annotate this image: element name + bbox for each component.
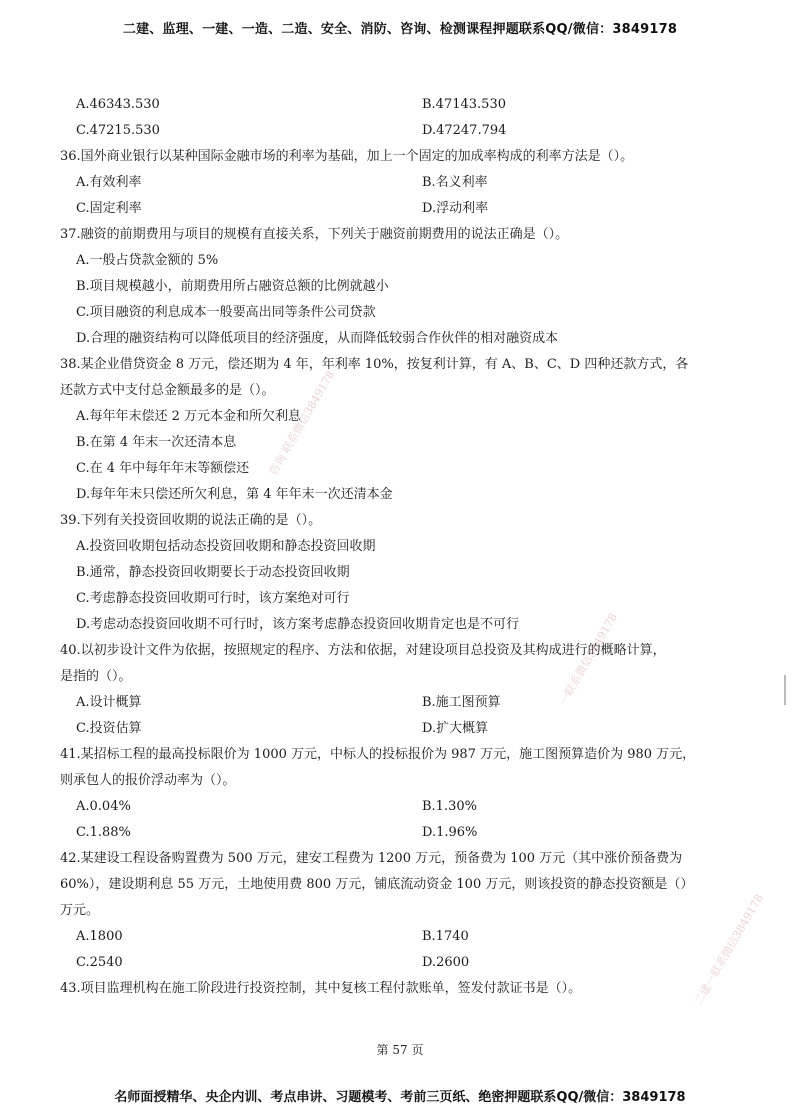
option-row	[60, 950, 740, 976]
option-row	[60, 924, 740, 950]
option-d: D.2600	[422, 955, 470, 970]
option-d: D.合理的融资结构可以降低项目的经济强度，从而降低较弱合作伙伴的相对融资成本	[76, 331, 559, 346]
option-b: B.通常，静态投资回收期要长于动态投资回收期	[76, 565, 350, 580]
option-row	[60, 820, 740, 846]
question-38-cont: 还款方式中支付总金额最多的是（）。	[60, 383, 275, 398]
option-d: D.47247.794	[422, 123, 507, 138]
option-c: C.47215.530	[76, 123, 160, 138]
question-39: 39.下列有关投资回收期的说法正确的是（）。	[60, 513, 322, 528]
option-c: C.投资估算	[76, 721, 142, 736]
watermark: 二建一联系微信3849178	[691, 891, 766, 1008]
option-row	[60, 118, 740, 144]
option-c: C.在 4 年中每年年末等额偿还	[76, 461, 250, 476]
option-a: A.设计概算	[76, 695, 142, 710]
question-38: 38.某企业借贷资金 8 万元，偿还期为 4 年，年利率 10%，按复利计算，有 A、B、C、D 四种还款方式，各	[60, 357, 689, 372]
question-40: 40.以初步设计文件为依据，按照规定的程序、方法和依据，对建设项目总投资及其构成进行的概略计算，	[60, 643, 666, 658]
option-c: C.考虑静态投资回收期可行时，该方案绝对可行	[76, 591, 350, 606]
option-c: C.固定利率	[76, 201, 142, 216]
option-a: A.一般占贷款金额的 5%	[76, 253, 219, 268]
question-40-cont: 是指的（）。	[60, 669, 132, 684]
option-row	[60, 716, 740, 742]
page-header: 二建、监理、一建、一造、二造、安全、消防、咨询、检测课程押题联系QQ/微信：3849178	[122, 22, 678, 37]
option-a: A.每年年末偿还 2 万元本金和所欠利息	[76, 409, 302, 424]
question-content	[60, 92, 740, 1002]
option-c: C.2540	[76, 955, 123, 970]
margin-mark	[784, 675, 786, 705]
question-42-cont: 万元。	[60, 903, 100, 918]
option-b: B.施工图预算	[422, 695, 501, 710]
question-42: 42.某建设工程设备购置费为 500 万元，建安工程费为 1200 万元，预备费为 100 万元（其中涨价预备费为	[60, 851, 683, 866]
option-b: B.在第 4 年末一次还清本息	[76, 435, 237, 450]
page-footer: 名师面授精华、央企内训、考点串讲、习题模考、考前三页纸、绝密押题联系QQ/微信：3849178	[114, 1090, 686, 1105]
option-b: B.47143.530	[422, 97, 506, 112]
option-row	[60, 794, 740, 820]
option-d: D.考虑动态投资回收期不可行时，该方案考虑静态投资回收期肯定也是不可行	[76, 617, 520, 632]
question-36: 36.国外商业银行以某种国际金融市场的利率为基础，加上一个固定的加成率构成的利率方法是（）。	[60, 149, 634, 164]
option-b: B.1740	[422, 929, 469, 944]
option-b: B.项目规模越小，前期费用所占融资总额的比例就越小	[76, 279, 389, 294]
question-41-cont: 则承包人的报价浮动率为（）。	[60, 773, 236, 788]
option-a: A.0.04%	[76, 799, 131, 814]
watermark: 咨询 联系微信3849178	[266, 368, 338, 478]
option-a: A.投资回收期包括动态投资回收期和静态投资回收期	[76, 539, 376, 554]
option-c: C.项目融资的利息成本一般要高出同等条件公司贷款	[76, 305, 376, 320]
option-d: D.每年年末只偿还所欠利息，第 4 年年末一次还清本金	[76, 487, 393, 502]
option-d: D.浮动利率	[422, 201, 489, 216]
option-d: D.扩大概算	[422, 721, 489, 736]
option-a: A.1800	[76, 929, 123, 944]
option-a: A.有效利率	[76, 175, 142, 190]
watermark: 一联系微信3849178	[556, 610, 620, 708]
option-a: A.46343.530	[76, 97, 160, 112]
page-number: 第 57 页	[376, 1043, 424, 1057]
option-row	[60, 170, 740, 196]
option-row	[60, 92, 740, 118]
question-43: 43.项目监理机构在施工阶段进行投资控制，其中复核工程付款账单，签发付款证书是（）。	[60, 981, 582, 996]
option-d: D.1.96%	[422, 825, 478, 840]
option-row	[60, 690, 740, 716]
option-row	[60, 196, 740, 222]
question-37: 37.融资的前期费用与项目的规模有直接关系，下列关于融资前期费用的说法正确是（）。	[60, 227, 569, 242]
option-b: B.1.30%	[422, 799, 477, 814]
question-41: 41.某招标工程的最高投标限价为 1000 万元，中标人的投标报价为 987 万元，施工图预算造价为 980 万元，	[60, 747, 696, 762]
option-b: B.名义利率	[422, 175, 488, 190]
question-42-cont: 60%），建设期利息 55 万元，土地使用费 800 万元，铺底流动资金 100 万元，则该投资的静态投资额是（）	[60, 877, 694, 892]
option-c: C.1.88%	[76, 825, 131, 840]
